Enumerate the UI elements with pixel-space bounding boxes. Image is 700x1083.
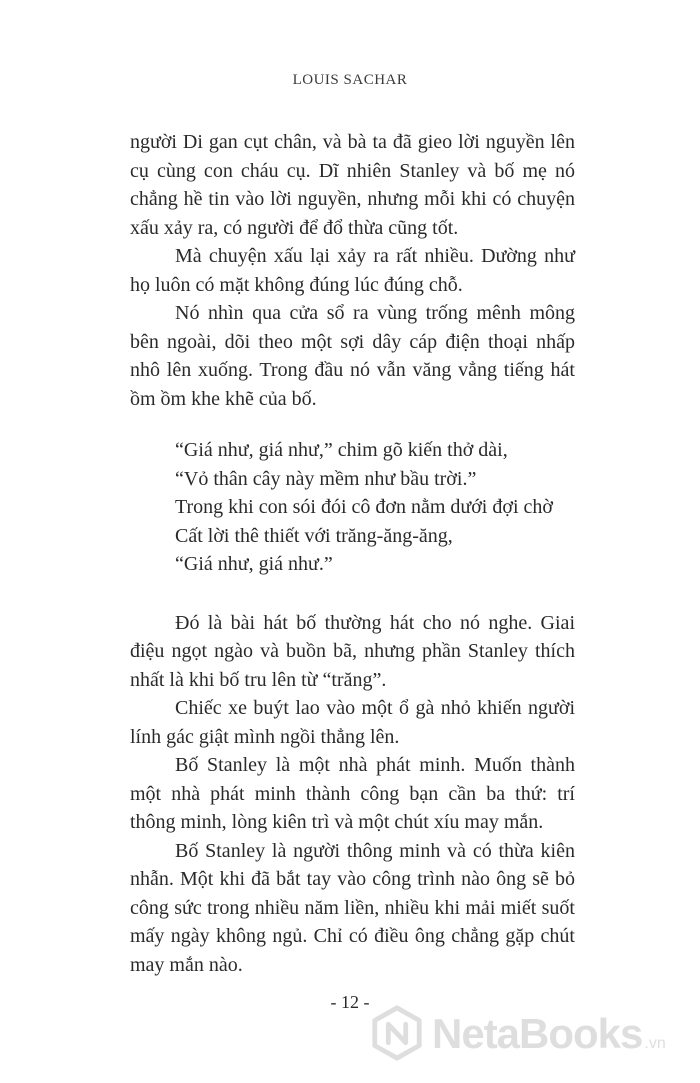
text-line: Bố Stanley là một nhà phát minh. Muốn thành [175,754,575,776]
text-line: công sức trong nhiều năm liền, nhiều khi mải miết suốt [130,896,575,919]
text-line: chẳng hề tin vào lời nguyền, nhưng mỗi khi có chuyện [130,188,575,210]
watermark-brand: NetaBooks [432,1010,643,1057]
song-verse [130,436,575,579]
watermark-text [432,1010,666,1058]
paragraph [130,837,575,980]
text-line: Đó là bài hát bố thường hát cho nó nghe. Giai [175,611,575,634]
text-line: Bố Stanley là người thông minh và có thừa kiên [175,839,575,862]
paragraph [130,128,575,242]
text-line: Chiếc xe buýt lao vào một ổ gà nhỏ khiến người [175,697,575,719]
paragraph [130,609,575,695]
text-line: điệu ngọt ngào và buồn bã, nhưng phần Stanley thích [130,640,575,662]
page-number: - 12 - [330,992,370,1012]
paragraph [130,694,575,751]
text-line: thông minh, lòng kiên trì và một chút xíu may mắn. [130,811,544,833]
verse-line: “Vỏ thân cây này mềm như bầu trời.” [175,467,477,490]
text-line: xấu xảy ra, có người để đổ thừa cũng tốt. [130,216,459,239]
text-line: lính gác giật mình ngồi thẳng lên. [130,725,400,748]
page-body [130,128,575,979]
text-line: Mà chuyện xấu lại xảy ra rất nhiều. Dường như [175,245,575,267]
text-line: ồm ồm khe khẽ của bố. [130,387,317,410]
netabooks-logo-icon [368,1004,426,1062]
running-head: LOUIS SACHAR [292,72,408,88]
paragraph [130,751,575,837]
text-line: bên ngoài, dõi theo một sợi dây cáp điện thoại nhấp [130,330,575,353]
text-line: Nó nhìn qua cửa sổ ra vùng trống mênh mông [175,302,575,324]
text-line: một nhà phát minh thành công bạn cần ba thứ: trí [130,782,575,805]
text-line: may mắn nào. [130,953,243,976]
text-line: nhô lên xuống. Trong đầu nó vẫn văng vẳng tiếng hát [130,359,575,381]
paragraph [130,242,575,299]
paragraph [130,299,575,413]
verse-line: “Giá như, giá như,” chim gõ kiến thở dài, [175,439,508,461]
verse-line: Cất lời thê thiết với trăng-ăng-ăng, [175,524,453,547]
text-line: mấy ngày không ngủ. Chỉ có điều ông chẳng gặp chút [130,925,575,947]
text-line: họ luôn có mặt không đúng lúc đúng chỗ. [130,273,463,296]
watermark-suffix: .vn [644,1035,666,1052]
stanza-spacer [130,413,575,436]
text-line: người Di gan cụt chân, và bà ta đã gieo lời nguyền lên [130,131,575,153]
text-line: cụ cùng con cháu cụ. Dĩ nhiên Stanley và bố mẹ nó [130,159,575,182]
verse-line: “Giá như, giá như.” [175,553,333,575]
text-line: nhất là khi bố tru lên từ “trăng”. [130,668,387,691]
stanza-spacer [130,579,575,609]
text-line: nhẫn. Một khi đã bắt tay vào công trình nào ông sẽ bỏ [130,868,575,890]
watermark [368,1000,698,1070]
verse-line: Trong khi con sói đói cô đơn nằm dưới đợi chờ [175,496,553,518]
